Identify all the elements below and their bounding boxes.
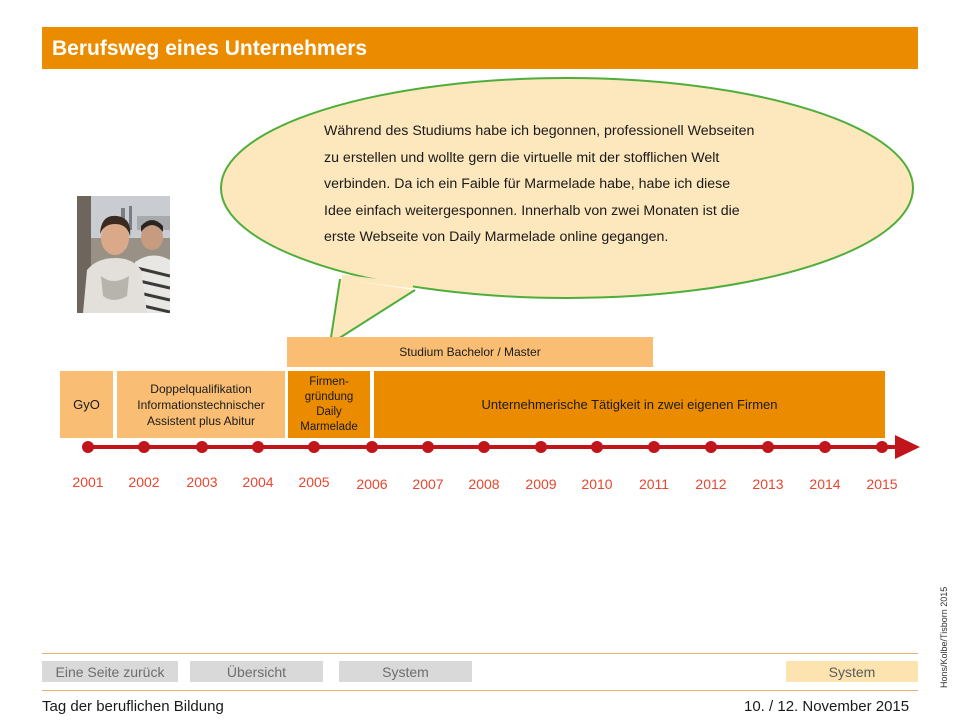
year-label: 2011	[638, 476, 670, 492]
footer-divider-bottom	[42, 690, 918, 691]
phase-firmen-line: Daily	[316, 405, 342, 418]
year-label: 2005	[298, 474, 330, 490]
year-label: 2009	[525, 476, 557, 492]
year-label: 2001	[72, 474, 104, 490]
bubble-line: Idee einfach weitergesponnen. Innerhalb von zwei Monaten ist die	[324, 202, 740, 219]
timeline-arrow	[40, 430, 930, 462]
year-label: 2014	[809, 476, 841, 492]
phase-gyo-label: GyO	[73, 397, 100, 412]
person-photo	[77, 196, 170, 313]
year-label: 2015	[866, 476, 898, 492]
year-label: 2008	[468, 476, 500, 492]
year-label: 2004	[242, 474, 274, 490]
footer-date: 10. / 12. November 2015	[744, 698, 910, 715]
system-button[interactable]: System	[339, 661, 472, 682]
phase-firmengruendung	[288, 371, 370, 438]
phase-studium-label: Studium Bachelor / Master	[399, 345, 541, 359]
bubble-line: zu erstellen und wollte gern die virtuelle mit der stofflichen Welt	[324, 149, 720, 166]
bubble-line: verbinden. Da ich ein Faible für Marmelade habe, habe ich diese	[324, 176, 731, 192]
phase-studium	[287, 337, 653, 367]
copyright-note: Hons/Kolbe/Tisborn 2015	[939, 586, 949, 688]
phase-firmen-line: Firmen-	[309, 375, 349, 388]
footer-divider-top	[42, 653, 918, 654]
year-label: 2007	[412, 476, 444, 492]
phase-unternehmer	[374, 371, 885, 438]
phase-doppel-line: Doppelqualifikation	[150, 381, 252, 396]
phase-firmen-line: Marmelade	[300, 420, 358, 433]
phase-doppel-line: Assistent plus Abitur	[146, 413, 256, 428]
overview-button[interactable]: Übersicht	[190, 661, 323, 682]
year-label: 2013	[752, 476, 784, 492]
year-label: 2010	[581, 476, 613, 492]
phase-unternehmer-label: Unternehmerische Tätigkeit in zwei eigenen Firmen	[481, 397, 778, 412]
page-title: Berufsweg eines Unternehmers	[52, 37, 368, 60]
back-button[interactable]: Eine Seite zurück	[42, 661, 178, 682]
footer-event-title: Tag der beruflichen Bildung	[42, 698, 224, 715]
bubble-line: Während des Studiums habe ich begonnen, professionell Webseiten	[324, 123, 755, 139]
timeline-ticks	[82, 441, 888, 453]
phase-doppelqualifikation	[117, 371, 285, 438]
phase-doppel-line: Informationstechnischer	[137, 397, 265, 412]
bubble-text	[324, 118, 824, 251]
bubble-line: erste Webseite von Daily Marmelade online gegangen.	[324, 229, 669, 245]
year-label: 2012	[695, 476, 727, 492]
phase-firmen-line: gründung	[304, 390, 354, 403]
year-label: 2003	[186, 474, 218, 490]
system-button-active[interactable]: System	[786, 661, 918, 682]
phase-gyo	[60, 371, 113, 438]
year-label: 2006	[356, 476, 388, 492]
year-label: 2002	[128, 474, 160, 490]
